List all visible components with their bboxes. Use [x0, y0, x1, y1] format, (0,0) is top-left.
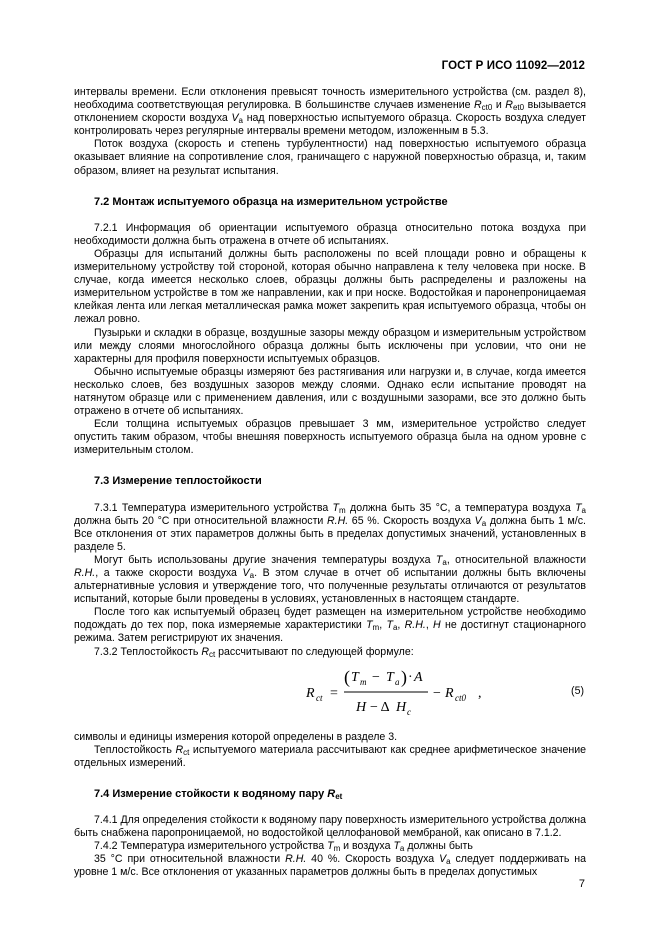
paragraph-continued: интервалы времени. Если отклонения превысят точность измерительного устройства (см. раздел 8), необходима соответствующая регулировка. В большинстве случаев изменение $R_{ct0}$ и $R_{et0}$ вызывается отклонением скорости воздуха $V_a$ над поверхностью испытуемого образца. Скорость воздуха следует контролировать через регулярные интервалы времени методом, изложенным в 5.3.: [74, 86, 586, 138]
formula-num-minus: −: [372, 669, 380, 685]
paragraph-7-4-1: 7.4.1 Для определения стойкости к водяному пару поверхность измерительного устройства должна быть снабжена паропроницаемой, но водостойкой целлофановой мембраной, как описано в 7.1.2.: [74, 814, 586, 840]
formula-ta-sub: a: [395, 676, 400, 687]
document-body: [74, 86, 586, 880]
formula-tm-sub: m: [360, 676, 367, 687]
formula-dot: ·: [408, 669, 413, 685]
paragraph-specimen-layout: Образцы для испытаний должны быть расположены по всей площади ровно и обращены к измерительному устройству той стороной, которая обычно направлена к телу человека при носке. В случае, когда имеется несколько слоев, образцы должны быть распределены и разложены на измерительном устройстве в том же направлении, как и при носке. Водостойкая и паронепроницаемая клейкая лента или легкая металлическая рамка может закрепить края испытуемого образца, чтобы он лежал ровно.: [74, 247, 586, 326]
paragraph-thickness: Если толщина испытуемых образцов превышает 3 мм, измерительное устройство следует опустить таким образом, чтобы внешняя поверхность испытуемого образца была на одном уровне с измерительным столом.: [74, 418, 586, 457]
formula-graphic: [306, 663, 496, 721]
formula-a: A: [414, 669, 423, 685]
formula-hc: H: [396, 699, 407, 715]
formula-equals: =: [330, 685, 338, 701]
paragraph-symbols: символы и единицы измерения которой определены в разделе 3.: [74, 730, 398, 743]
page-number: 7: [578, 878, 585, 890]
paragraph-bubbles: Пузырьки и складки в образце, воздушные зазоры между образцом и измерительным устройством или между слоями многослойного образца должны быть исключены при условии, что они не характерны для профиля поверхности испытуемых образцов.: [74, 326, 586, 365]
formula-5: [74, 663, 586, 721]
paragraph-7-2-1: 7.2.1 Информация об ориентации испытуемого образца относительно потока воздуха при необходимости должна быть отражена в отчете об испытаниях.: [74, 221, 586, 247]
formula-r0: R: [445, 685, 454, 701]
formula-tm: T: [351, 669, 359, 685]
formula-hc-sub: c: [407, 706, 411, 717]
formula-ta: T: [386, 669, 394, 685]
paragraph-7-3-1: 7.3.1 Температура измерительного устройства $T_m$ должна быть 35 °С, а температура воздуха $T_a$ должна быть 20 °С при относительной влажности R.H. 65 %. Скорость воздуха $V_a$ должна быть 1 м/с. Все отклонения от этих параметров должны быть в пределах допустимых значений, установленных в разделе 5.: [74, 501, 586, 553]
paragraph-other-values: Могут быть использованы другие значения температуры воздуха $T_a$, относительной влажности R.H., а также скорости воздуха $V_a$. В этом случае в отчет об испытании должны быть включены альтернативные условия и утверждение того, что полученные результаты отличаются от результатов испытаний, которые были проведены в условиях, установленных в настоящем стандарте.: [74, 553, 586, 606]
formula-den-minus: − Δ: [370, 699, 390, 715]
paragraph-tension: Обычно испытуемые образцы измеряют без растягивания или нагрузки и, в случае, когда имеется несколько слоев, без воздушных зазоров между слоями. Однако если испытание проводят на натянутом образце или с применением давления, или с воздушными зазорами, все это должно быть отражено в отчете об испытаниях.: [74, 365, 586, 418]
section-heading-7-4: 7.4 Измерение стойкости к водяному пару $R_{et}$: [94, 787, 343, 801]
paragraph-7-3-2: 7.3.2 Теплостойкость $R_{ct}$ рассчитывают по следующей формуле:: [94, 645, 414, 659]
formula-lhs-sub: ct: [316, 692, 323, 703]
section-heading-7-2: 7.2 Монтаж испытуемого образца на измерительном устройстве: [94, 195, 448, 208]
formula-comma: ,: [478, 685, 482, 701]
formula-r0-sub: ct0: [455, 692, 466, 703]
formula-lhs: R: [306, 685, 315, 701]
standard-id-header: ГОСТ Р ИСО 11092—2012: [441, 60, 585, 72]
paragraph-mean: Теплостойкость $R_{ct}$ испытуемого материала рассчитывают как среднее арифметическое значение отдельных измерений.: [74, 743, 587, 769]
paragraph-steady-state: После того как испытуемый образец будет размещен на измерительном устройстве необходимо подождать до тех пор, пока измеряемые характеристики $T_m$, $T_a$, R.H., H не достигнут стационарного режима. Затем регистрируют их значения.: [74, 606, 586, 645]
formula-minus: −: [433, 685, 441, 701]
paragraph-airflow: Поток воздуха (скорость и степень турбулентности) над поверхностью испытуемого образца оказывает влияние на сопротивление слоя, граничащего с наружной поверхностью образца, и, таким образом, влияет на результат испытания.: [74, 138, 586, 177]
formula-paren-close: ): [401, 666, 407, 687]
paragraph-7-4-2-cont: 35 °С при относительной влажности R.H. 40 %. Скорость воздуха $V_a$ следует поддерживать на уровне 1 м/с. Все отклонения от указанных параметров должны быть в пределах допустимых: [74, 853, 587, 879]
section-heading-7-3: 7.3 Измерение теплостойкости: [94, 475, 262, 488]
equation-number: (5): [571, 684, 584, 697]
formula-h: H: [356, 699, 367, 715]
paragraph-7-4-2: 7.4.2 Температура измерительного устройства $T_m$ и воздуха $T_a$ должны быть: [94, 840, 473, 854]
formula-paren-open: (: [344, 666, 350, 687]
